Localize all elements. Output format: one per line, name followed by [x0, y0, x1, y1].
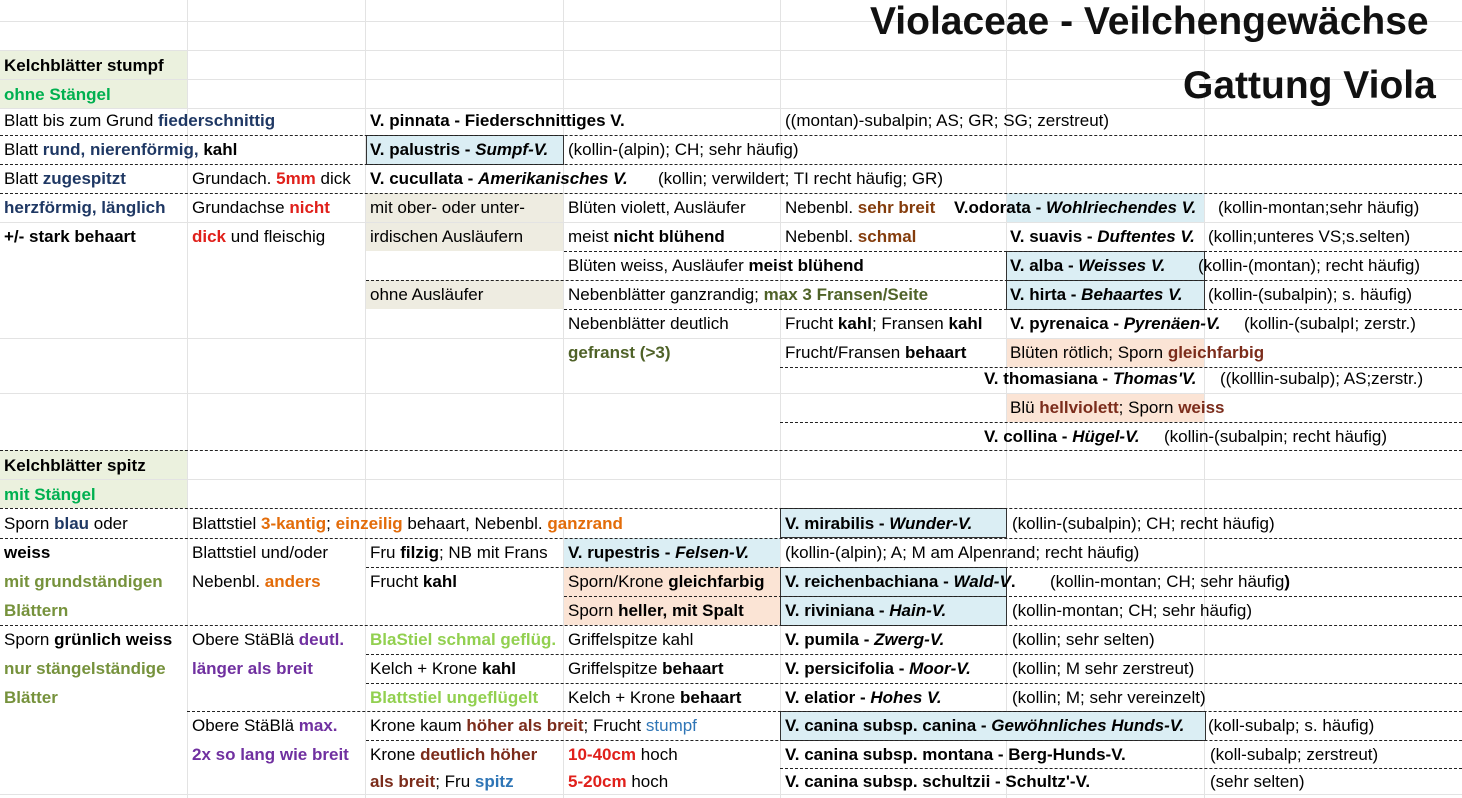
grid-column-line: [780, 0, 781, 798]
key-criterion: Frucht kahl; Fransen kahl: [785, 314, 983, 333]
row-separator-dashed: [0, 135, 1462, 136]
key-criterion: irdischen Ausläufern: [370, 227, 524, 246]
grid-row-line: [0, 794, 1462, 795]
species-name: V. palustris - Sumpf-V.: [370, 140, 549, 159]
species-info: (kollin-(alpin); CH; sehr häufig): [568, 140, 799, 159]
key-criterion: Frucht/Fransen behaart: [785, 343, 967, 362]
species-info: (kollin; M; sehr vereinzelt): [1012, 688, 1206, 707]
row-separator-dashed: [564, 309, 1462, 310]
grid-row-line: [0, 50, 1462, 51]
key-criterion: Sporn/Krone gleichfarbig: [568, 572, 765, 591]
species-name: V. pumila - Zwerg-V.: [785, 630, 945, 649]
key-criterion: Blü hellviolett; Sporn weiss: [1010, 398, 1225, 417]
species-name: V. alba - Weisses V.: [1010, 256, 1166, 275]
species-name: V. collina - Hügel-V.: [984, 427, 1140, 446]
key-criterion: Sporn grünlich weiss: [4, 630, 173, 649]
row-separator-dashed: [366, 280, 1462, 281]
species-name: V. canina subsp. canina - Gewöhnliches Hunds-V.: [785, 716, 1185, 735]
page-subtitle: Gattung Viola: [1183, 64, 1436, 107]
key-criterion: nur stängelständige: [4, 659, 166, 678]
key-criterion: Nebenbl. sehr breit: [785, 198, 936, 217]
key-criterion: Obere StäBlä max.: [192, 716, 338, 735]
species-info: (koll-subalp; s. häufig): [1208, 716, 1375, 735]
key-criterion: Nebenblätter deutlich: [568, 314, 729, 333]
key-criterion: Sporn heller, mit Spalt: [568, 601, 744, 620]
species-name: V.odorata - Wohlriechendes V.: [954, 198, 1197, 217]
species-info: (kollin-montan; CH; sehr häufig): [1012, 601, 1252, 620]
key-criterion: Blatt bis zum Grund fiederschnittig: [4, 111, 276, 130]
key-criterion: Fru filzig; NB mit Frans: [370, 543, 548, 562]
row-separator-dashed: [366, 654, 1462, 655]
key-criterion: Obere StäBlä deutl.: [192, 630, 345, 649]
key-criterion: +/- stark behaart: [4, 227, 136, 246]
row-separator-dashed: [187, 711, 1462, 712]
species-info: (kollin-(subalpin; recht häufig): [1164, 427, 1387, 446]
species-info: (kollin-(subalpin); CH; recht häufig): [1012, 514, 1275, 533]
key-criterion: 5-20cm hoch: [568, 772, 669, 791]
key-criterion: herzförmig, länglich: [4, 198, 166, 217]
key-criterion: mit ober- oder unter-: [370, 198, 525, 217]
key-criterion: BlaStiel schmal geflüg.: [370, 630, 557, 649]
grid-column-line: [365, 0, 366, 798]
key-criterion: länger als breit: [192, 659, 313, 678]
species-info: (kollin-(subalpin); s. häufig): [1208, 285, 1413, 304]
key-criterion: Kelch + Krone kahl: [370, 659, 517, 678]
key-criterion: als breit; Fru spitz: [370, 772, 514, 791]
key-criterion: Blüten rötlich; Sporn gleichfarbig: [1010, 343, 1265, 362]
row-separator-dashed: [780, 768, 1462, 769]
row-separator-dashed: [0, 193, 1462, 194]
grid-row-line: [0, 222, 1462, 223]
key-criterion: 2x so lang wie breit: [192, 745, 349, 764]
species-info: (kollin-(alpin); A; M am Alpenrand; recht häufig): [785, 543, 1140, 562]
grid-row-line: [0, 338, 1462, 339]
species-info: (kollin; sehr selten): [1012, 630, 1155, 649]
key-criterion: Grundach. 5mm dick: [192, 169, 351, 188]
species-info: ((montan)-subalpin; AS; GR; SG; zerstreut): [785, 111, 1110, 130]
row-separator-dashed: [366, 683, 1462, 684]
species-name: V. thomasiana - Thomas'V.: [984, 369, 1197, 388]
key-criterion: weiss: [4, 543, 51, 562]
key-criterion: ohne Ausläufer: [370, 285, 484, 304]
row-separator-dashed: [0, 625, 1462, 626]
key-criterion: Nebenbl. anders: [192, 572, 321, 591]
key-criterion: mit grundständigen: [4, 572, 163, 591]
species-name: V. canina subsp. schultzii - Schultz'-V.: [785, 772, 1091, 791]
page-title: Violaceae - Veilchengewächse: [870, 0, 1429, 43]
species-name: V. pyrenaica - Pyrenäen-V.: [1010, 314, 1221, 333]
species-name: V. mirabilis - Wunder-V.: [785, 514, 973, 533]
species-name: V. suavis - Duftentes V.: [1010, 227, 1195, 246]
key-criterion: Blüten violett, Ausläufer: [568, 198, 746, 217]
species-info: (kollin; M sehr zerstreut): [1012, 659, 1195, 678]
species-info: (koll-subalp; zerstreut): [1210, 745, 1379, 764]
species-name: V. elatior - Hohes V.: [785, 688, 942, 707]
key-criterion: Frucht kahl: [370, 572, 457, 591]
section-subheading: ohne Stängel: [4, 85, 111, 104]
species-name: V. canina subsp. montana - Berg-Hunds-V.: [785, 745, 1126, 764]
key-criterion: Blatt zugespitzt: [4, 169, 126, 188]
species-info: (kollin-(subalpI; zerstr.): [1244, 314, 1416, 333]
species-info: (kollin-(montan); recht häufig): [1198, 256, 1421, 275]
section-heading: Kelchblätter spitz: [4, 456, 146, 475]
grid-row-line: [0, 479, 1462, 480]
key-criterion: Blättern: [4, 601, 69, 620]
key-criterion: Krone kaum höher als breit; Frucht stumpf: [370, 716, 697, 735]
key-criterion: 10-40cm hoch: [568, 745, 678, 764]
key-criterion: Sporn blau oder: [4, 514, 128, 533]
key-criterion: dick und fleischig: [192, 227, 326, 246]
species-info: (kollin-montan;sehr häufig): [1218, 198, 1420, 217]
row-separator-dashed: [0, 538, 1462, 539]
key-criterion: Blattstiel 3-kantig; einzeilig behaart, Nebenbl. ganzrand: [192, 514, 623, 533]
species-info: (sehr selten): [1210, 772, 1305, 791]
key-criterion: Blätter: [4, 688, 58, 707]
key-criterion: Kelch + Krone behaart: [568, 688, 742, 707]
species-name: V. reichenbachiana - Wald-V.: [785, 572, 1016, 591]
grid-row-line: [0, 393, 1462, 394]
species-name: V. pinnata - Fiederschnittiges V.: [370, 111, 625, 130]
key-criterion: Blüten weiss, Ausläufer meist blühend: [568, 256, 864, 275]
key-criterion: Nebenblätter ganzrandig; max 3 Fransen/Seite: [568, 285, 929, 304]
species-name: V. cucullata - Amerikanisches V.: [370, 169, 628, 188]
row-separator-dashed: [0, 164, 1462, 165]
key-criterion: Krone deutlich höher: [370, 745, 538, 764]
row-separator-dashed: [0, 508, 1462, 509]
section-heading: Kelchblätter stumpf: [4, 56, 164, 75]
species-name: V. rupestris - Felsen-V.: [568, 543, 750, 562]
row-separator-dashed: [0, 450, 1462, 451]
section-subheading: mit Stängel: [4, 485, 96, 504]
key-criterion: gefranst (>3): [568, 343, 671, 362]
species-info: (kollin; verwildert; TI recht häufig; GR): [658, 169, 943, 188]
row-separator-dashed: [780, 422, 1462, 423]
species-name: V. hirta - Behaartes V.: [1010, 285, 1183, 304]
key-criterion: Grundachse nicht: [192, 198, 330, 217]
species-info: (kollin;unteres VS;s.selten): [1208, 227, 1411, 246]
key-criterion: meist nicht blühend: [568, 227, 725, 246]
row-separator-dashed: [366, 740, 1462, 741]
key-criterion: Nebenbl. schmal: [785, 227, 917, 246]
species-info: ((kolllin-subalp); AS;zerstr.): [1220, 369, 1424, 388]
key-criterion: Blattstiel ungeflügelt: [370, 688, 539, 707]
species-info: (kollin-montan; CH; sehr häufig): [1050, 572, 1290, 591]
row-separator-dashed: [564, 596, 1462, 597]
row-separator-dashed: [366, 567, 1462, 568]
key-criterion: Griffelspitze kahl: [568, 630, 694, 649]
key-criterion: Blattstiel und/oder: [192, 543, 329, 562]
row-separator-dashed: [564, 251, 1462, 252]
species-name: V. persicifolia - Moor-V.: [785, 659, 971, 678]
key-criterion: Blatt rund, nierenförmig, kahl: [4, 140, 238, 159]
key-criterion: Griffelspitze behaart: [568, 659, 724, 678]
species-name: V. riviniana - Hain-V.: [785, 601, 947, 620]
